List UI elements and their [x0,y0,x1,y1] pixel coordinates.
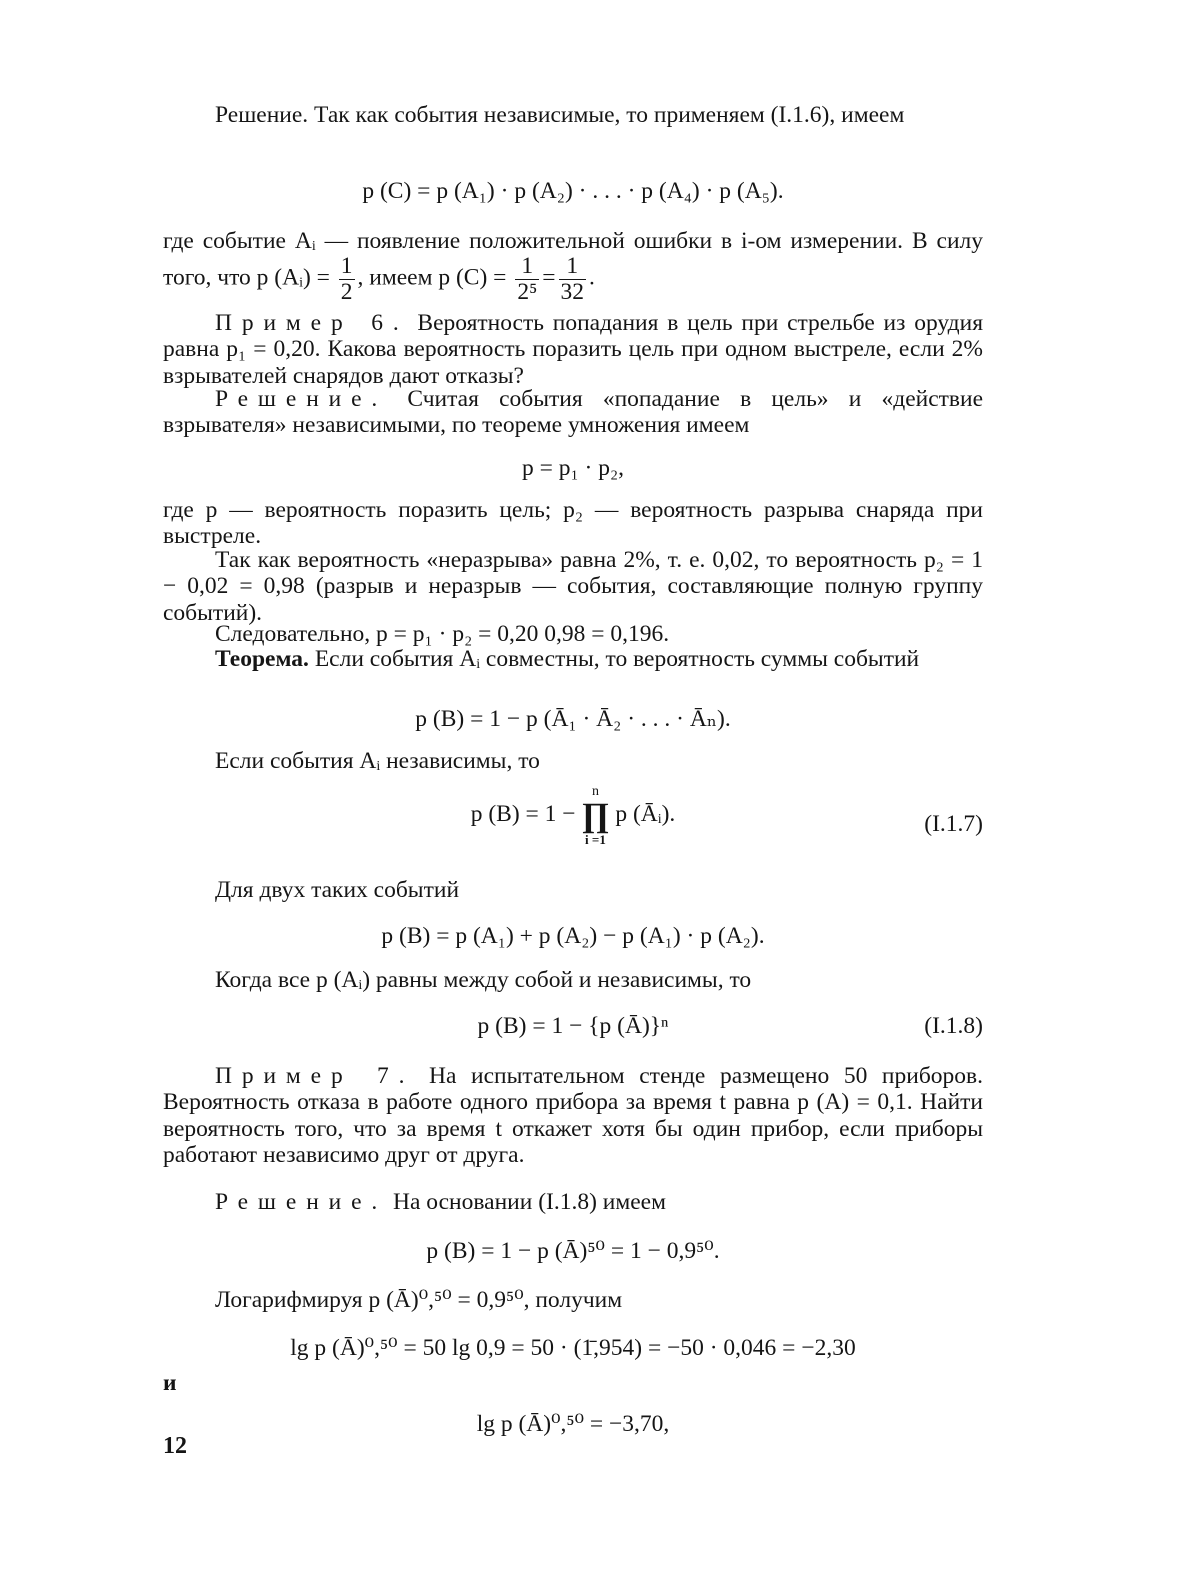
paragraph-text: Если события Aᵢ совместны, то вероятность суммы событий [314,646,920,672]
equation-number-I-1-7: (I.1.7) [924,811,983,837]
equation-p-product: p = p₁ · p₂, [521,455,625,481]
product-upper-limit: n [591,784,599,799]
fraction-numerator: 1 [521,253,534,280]
paragraph-text: Если события Aᵢ независимы, то [215,748,540,774]
consequence-line [163,621,983,647]
paragraph-text: Логарифмируя p (Ā)⁰,⁵⁰ = 0,9⁵⁰, получим [215,1287,623,1313]
paragraph-text: Вероятность попадания в цель при стрельбе из орудия равна p₁ = 0,20. Какова вероятность поразить цель при одном выстреле, если 2% взрывателей снарядов дают отказы? [163,310,984,389]
definition-paragraph: где событие Aᵢ — появление положительной ошибки в i-ом измерении. В силу того, что p (Aᵢ) = $\frac{1}{2}$ , имеем p (C) = $\frac{1}{\text{2⁵}}$ = $\frac{1}{32}$ . [163,228,983,305]
paragraph-text: имеем [369,264,433,291]
product-operator [581,785,609,846]
conjunction-line [163,1370,983,1396]
paragraph-text: где p — вероятность поразить цель; p₂ — вероятность разрыва снаряда при выстреле. [163,497,983,550]
example-label: Пример 7. [215,1063,415,1089]
two-events-line [163,877,983,903]
solution-label: Решение. [215,386,388,412]
solution-6-paragraph [163,386,983,439]
fraction-numerator: 1 [340,253,353,280]
solution-7-line [163,1189,983,1215]
fraction-one-over-two-pow-five [515,254,539,304]
theorem-label: Теорема. [215,646,309,672]
paragraph-text: Так как вероятность «неразрыва» равна 2%, т. е. 0,02, то вероятность p₂ = 1 − 0,02 = 0,98 (разрыв и неразрыв — события, составляющие полную группу событий). [163,547,983,626]
logarithm-line [163,1287,983,1313]
equation-two-events: p (B) = p (A₁) + p (A₂) − p (A₁) · p (A₂). [381,923,765,949]
non-explosion-paragraph [163,547,983,626]
equation-number-I-1-8: (I.1.8) [924,1013,983,1039]
paragraph-text: Считая события «попадание в цель» и «действие взрывателя» независимыми, по теореме умножения имеем [163,386,984,439]
fraction-denominator: 2⁵ [517,278,538,305]
inline-formula: p (C) = [438,264,507,291]
fraction-one-half [339,254,355,304]
example-6-paragraph [163,310,983,389]
inline-formula: p (Aᵢ) = [256,264,330,291]
equation-product-events: p (C) = p (A₁) · p (A₂) · . . . · p (A₄) · p (A₅). [362,178,784,204]
equation-rhs: p (Āᵢ). [615,800,676,827]
conjunction-text: и [163,1370,177,1396]
paragraph-text: Для двух таких событий [215,877,460,903]
equation-I-1-7 [163,785,983,846]
equation-log-result: lg p (Ā)⁰,⁵⁰ = −3,70, [476,1411,670,1437]
solution-paragraph-1 [163,102,983,128]
independence-line [163,748,983,774]
theorem-paragraph [163,646,983,672]
example-7-paragraph [163,1063,983,1168]
paragraph-text: На основании (I.1.8) имеем [393,1189,666,1215]
notation-paragraph [163,497,983,550]
fraction-one-over-thirty-two [559,254,587,304]
product-lower-limit: i =1 [585,832,606,847]
paragraph-text: где событие Aᵢ — появление положительной ошибки в i-ом измерении. В силу того, что [163,228,983,291]
equation-lhs: p (B) = 1 − [470,800,576,827]
equation-I-1-8: p (B) = 1 − {p (Ā)}ⁿ [477,1013,669,1039]
equation-fifty-devices: p (B) = 1 − p (Ā)⁵⁰ = 1 − 0,9⁵⁰. [426,1238,720,1264]
paragraph-text: Решение. Так как события независимые, то применяем (I.1.6), имеем [215,102,905,128]
example-label: Пример 6. [215,310,409,336]
solution-label: Решение. [215,1189,388,1215]
paragraph-text: Следовательно, p = p₁ · p₂ = 0,20 0,98 = 0,196. [215,621,670,647]
paragraph-text: На испытательном стенде размещено 50 приборов. Вероятность отказа в работе одного прибора за время t равна p (A) = 0,1. Найти вероятность того, что за время t откажет хотя бы один прибор, если приборы работают независимо друг от друга. [163,1063,983,1168]
equation-logarithm: lg p (Ā)⁰,⁵⁰ = 50 lg 0,9 = 50 · (1̄,954) = −50 · 0,046 = −2,30 [290,1335,856,1361]
product-symbol: ∏ [581,797,610,834]
fraction-denominator: 32 [560,278,585,305]
paragraph-text: Когда все p (Aᵢ) равны между собой и независимы, то [215,967,752,993]
fraction-denominator: 2 [340,278,353,305]
fraction-numerator: 1 [566,253,579,280]
equation-sum-events: p (B) = 1 − p (Ā₁ · Ā₂ · . . . · Āₙ). [415,706,731,732]
equal-probabilities-line [163,967,983,993]
page-number: 12 [163,1433,187,1459]
